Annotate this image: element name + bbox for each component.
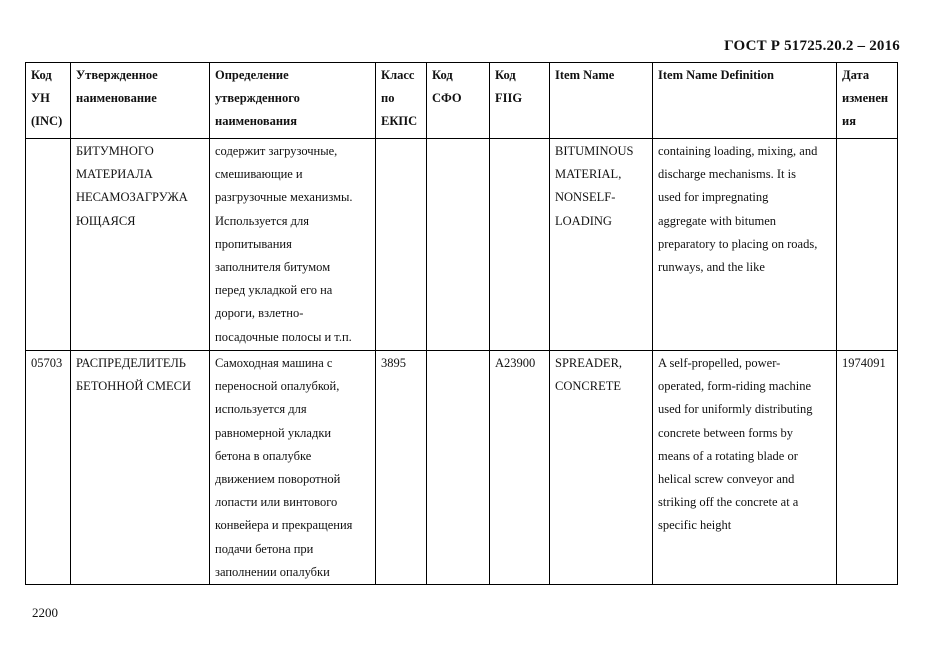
cell-line: 05703 <box>31 356 63 370</box>
cell-line: заполнителя битумом <box>215 260 331 275</box>
cell-date-changed <box>837 139 898 351</box>
cell-line: используется для <box>215 402 307 417</box>
cell-line: бетона в опалубке <box>215 448 312 463</box>
cell-line: means of a rotating blade or <box>658 448 798 463</box>
cell-item-name <box>550 139 653 351</box>
cell-line: Item Name <box>555 68 615 82</box>
cell-line: CONCRETE <box>555 379 621 394</box>
table-row <box>26 351 898 585</box>
cell-line: FIIG <box>495 91 523 106</box>
cell-line: СФО <box>432 91 462 106</box>
cell-code-fiig <box>490 139 550 351</box>
cell-line: разгрузочные механизмы. <box>215 190 353 205</box>
cell-line: пропитывания <box>215 236 292 251</box>
cell-line: used for uniformly distributing <box>658 402 813 417</box>
cell-approved-name <box>71 351 210 585</box>
cell-line: NONSELF- <box>555 190 616 205</box>
cell-line: concrete between forms by <box>658 425 794 440</box>
header-item-name <box>550 63 653 139</box>
cell-inc <box>26 139 71 351</box>
cell-line: перед укладкой его на <box>215 283 333 298</box>
cell-line: striking off the concrete at a <box>658 495 799 510</box>
cell-line: 1974091 <box>842 356 886 370</box>
cell-line: A self-propelled, power- <box>658 356 781 370</box>
cell-line: Самоходная машина с <box>215 356 333 370</box>
cell-line: изменен <box>842 91 889 106</box>
cell-inc <box>26 351 71 585</box>
cell-line: aggregate with bitumen <box>658 213 777 228</box>
cell-line: BITUMINOUS <box>555 144 634 158</box>
cell-code-fiig <box>490 351 550 585</box>
table-row <box>26 139 898 351</box>
cell-line: смешивающие и <box>215 167 303 182</box>
cell-line: containing loading, mixing, and <box>658 144 818 158</box>
cell-line: Определение <box>215 68 289 82</box>
cell-line: ЮЩАЯСЯ <box>76 213 136 228</box>
cell-class-ekps <box>376 351 427 585</box>
cell-line: НЕСАМОЗАГРУЖА <box>76 190 188 205</box>
header-inc <box>26 63 71 139</box>
document-title: ГОСТ Р 51725.20.2 – 2016 <box>724 38 900 54</box>
header-name-definition-ru <box>210 63 376 139</box>
cell-line: A23900 <box>495 356 536 370</box>
cell-line: ЕКПС <box>381 114 418 129</box>
cell-date-changed <box>837 351 898 585</box>
cell-line: (INC) <box>31 114 63 129</box>
cell-line: конвейера и прекращения <box>215 518 353 533</box>
header-code-fiig <box>490 63 550 139</box>
cell-line: operated, form-riding machine <box>658 379 812 394</box>
cell-class-ekps <box>376 139 427 351</box>
cell-line: ия <box>842 114 856 129</box>
cell-definition-ru <box>210 351 376 585</box>
header-approved-name <box>71 63 210 139</box>
cell-line: содержит загрузочные, <box>215 144 338 158</box>
cell-line: МАТЕРИАЛА <box>76 167 153 182</box>
cell-line: Код <box>31 68 52 82</box>
cell-line: лопасти или винтового <box>215 495 338 510</box>
cell-line: Используется для <box>215 213 309 228</box>
cell-line: утвержденного <box>215 91 300 106</box>
table-header-row <box>26 63 898 139</box>
cell-approved-name <box>71 139 210 351</box>
cell-line: БИТУМНОГО <box>76 144 154 158</box>
cell-line: Item Name Definition <box>658 68 774 82</box>
cell-line: SPREADER, <box>555 356 623 370</box>
header-class-ekps <box>376 63 427 139</box>
cell-item-name <box>550 351 653 585</box>
cell-line: helical screw conveyor and <box>658 472 795 487</box>
cell-line: Утвержденное <box>76 68 158 82</box>
cell-code-sfo <box>427 351 490 585</box>
cell-line: specific height <box>658 518 732 533</box>
cell-line: заполнении опалубки <box>215 564 330 579</box>
cell-code-sfo <box>427 139 490 351</box>
header-item-name-definition <box>653 63 837 139</box>
cell-line: runways, and the like <box>658 260 765 275</box>
cell-line: MATERIAL, <box>555 167 622 182</box>
cell-line: LOADING <box>555 213 612 228</box>
cell-line: дороги, взлетно- <box>215 306 304 321</box>
cell-line: наименование <box>76 91 157 106</box>
cell-line: 3895 <box>381 356 406 370</box>
page-number: 2200 <box>32 605 58 620</box>
cell-line: БЕТОННОЙ СМЕСИ <box>76 379 191 394</box>
cell-line: наименования <box>215 114 298 129</box>
cell-line: Дата <box>842 68 870 82</box>
cell-line: равномерной укладки <box>215 425 332 440</box>
cell-line: discharge mechanisms. It is <box>658 167 796 182</box>
cell-line: переносной опалубкой, <box>215 379 340 394</box>
cell-line: подачи бетона при <box>215 541 314 556</box>
header-code-sfo <box>427 63 490 139</box>
cell-definition-ru <box>210 139 376 351</box>
cell-line: preparatory to placing on roads, <box>658 236 818 251</box>
cell-item-definition <box>653 139 837 351</box>
cell-line: Код <box>495 68 516 82</box>
cell-line: движением поворотной <box>215 472 341 487</box>
cell-line: Класс <box>381 68 415 82</box>
cell-line: УН <box>31 91 50 106</box>
cell-line: посадочные полосы и т.п. <box>215 329 352 344</box>
nomenclature-table <box>25 62 898 585</box>
cell-item-definition <box>653 351 837 585</box>
header-date-changed <box>837 63 898 139</box>
cell-line: по <box>381 91 395 106</box>
cell-line: РАСПРЕДЕЛИТЕЛЬ <box>76 356 186 370</box>
cell-line: Код <box>432 68 453 82</box>
cell-line: used for impregnating <box>658 190 769 205</box>
